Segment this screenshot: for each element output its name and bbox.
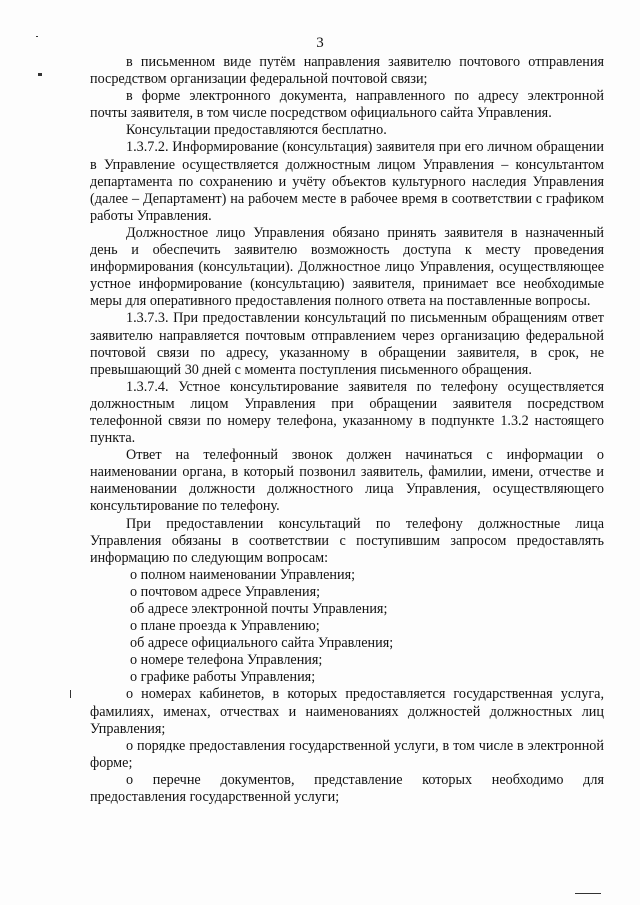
list-item: о графике работы Управления; — [130, 669, 316, 686]
paragraph: Ответ на телефонный звонок должен начинаться с информации о наименовании органа, в который позвонил заявитель, фамилии, имени, отчестве и наименовании должности должностного лица Управления, осуществляющего консультирование по телефону. — [90, 447, 604, 515]
paragraph: 1.3.7.4. Устное консультирование заявителя по телефону осуществляется должностным лицом Управления при обращении заявителя посредством телефонной связи по номеру телефона, указанному в подпункте 1.3.2 настоящего пункта. — [90, 378, 604, 447]
paragraph: о порядке предоставления государственной услуги, в том числе в электронной форме; — [90, 737, 604, 771]
paragraph: При предоставлении консультаций по телефону должностные лица Управления обязаны в соответствии с поступившим запросом предоставлять информацию по следующим вопросам: — [90, 515, 604, 566]
scan-speck — [70, 690, 71, 698]
list-item: о почтовом адресе Управления; — [130, 583, 321, 600]
scan-speck — [575, 893, 601, 894]
paragraph: о номерах кабинетов, в которых предоставляется государственная услуга, фамилиях, именах, отчествах и наименованиях должностей должностных лиц Управления; — [90, 686, 604, 737]
list-item: о полном наименовании Управления; — [130, 566, 356, 583]
paragraph: Консультации предоставляются бесплатно. — [126, 122, 387, 139]
paragraph: в форме электронного документа, направленного по адресу электронной почты заявителя, в том числе посредством официального сайта Управления. — [90, 88, 604, 122]
paragraph: в письменном виде путём направления заявителю почтового отправления посредством организации федеральной почтовой связи; — [90, 54, 604, 88]
page-number: 3 — [316, 35, 324, 51]
list-item: о номере телефона Управления; — [130, 652, 323, 669]
paragraph: Должностное лицо Управления обязано принять заявителя в назначенный день и обеспечить заявителю возможность доступа к месту проведения информирования (консультации). Должностное лицо Управления, осуществляющее устное информирование (консультацию) заявителя, принимает все необходимые меры для оперативного предоставления полного ответа на поставленные вопросы. — [90, 224, 604, 310]
list-item: о плане проезда к Управлению; — [130, 618, 320, 635]
paragraph: о перечне документов, представление которых необходимо для предоставления государственной услуги; — [90, 771, 604, 806]
paragraph: 1.3.7.3. При предоставлении консультаций по письменным обращениям ответ заявителю направляется почтовым отправлением через организацию федеральной почтовой связи по адресу, указанному в обращении заявителя, в срок, не превышающий 30 дней с момента поступления письменного обращения. — [90, 310, 604, 378]
list-item: об адресе официального сайта Управления; — [130, 635, 394, 652]
paragraph: 1.3.7.2. Информирование (консультация) заявителя при его личном обращении в Управление осуществляется должностным лицом Управления – консультантом департамента по сохранению и учёту объектов культурного наследия Управления (далее – Департамент) на рабочем месте в рабочее время в соответствии с графиком работы Управления. — [90, 139, 604, 224]
body-text — [90, 54, 604, 806]
list-item: об адресе электронной почты Управления; — [130, 601, 388, 617]
scan-speck — [38, 73, 42, 76]
